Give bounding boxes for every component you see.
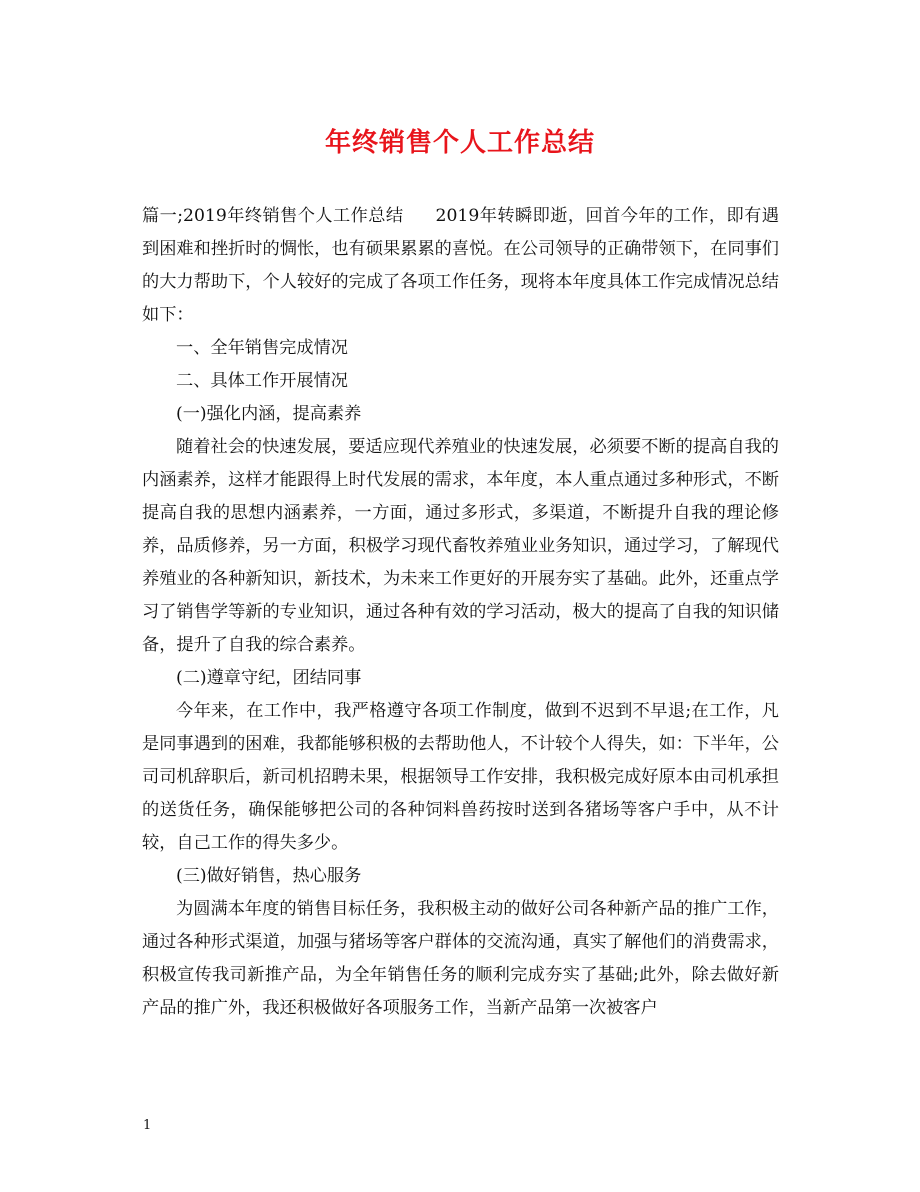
document-body <box>142 200 779 1025</box>
subsection-body-2: 今年来，在工作中，我严格遵守各项工作制度，做到不迟到不早退;在工作，凡是同事遇到的困难，我都能够积极的去帮助他人，不计较个人得失，如：下半年，公司司机辞职后，新司机招聘未果，根据领导工作安排，我积极完成好原本由司机承担的送货任务，确保能够把公司的各种饲料兽药按时送到各猪场等客户手中，从不计较，自己工作的得失多少。 <box>142 701 779 853</box>
subsection-heading-3: (三)做好销售，热心服务 <box>176 866 362 886</box>
intro-text: 2019年转瞬即逝，回首今年的工作，即有遇到困难和挫折时的惆怅，也有硕果累累的喜悦。在公司领导的正确带领下，在同事们的大力帮助下，个人较好的完成了各项工作任务，现将本年度具体工作完成情况总结如下： <box>142 206 779 325</box>
document-title: 年终销售个人工作总结 <box>324 128 595 158</box>
page-number: 1 <box>143 1118 152 1133</box>
section-heading-2: 二、具体工作开展情况 <box>176 371 348 391</box>
intro-prefix: 篇一;2019年终销售个人工作总结 <box>142 206 404 226</box>
intro-paragraph <box>142 200 779 332</box>
subsection-heading-2: (二)遵章守纪，团结同事 <box>176 668 362 688</box>
subsection-heading-1: (一)强化内涵，提高素养 <box>176 404 362 424</box>
subsection-body-3: 为圆满本年度的销售目标任务，我积极主动的做好公司各种新产品的推广工作，通过各种形式渠道，加强与猪场等客户群体的交流沟通，真实了解他们的消费需求，积极宣传我司新推产品，为全年销售任务的顺利完成夯实了基础;此外，除去做好新产品的推广外，我还积极做好各项服务工作，当新产品第一次被客户 <box>142 899 779 1018</box>
subsection-body-1: 随着社会的快速发展，要适应现代养殖业的快速发展，必须要不断的提高自我的内涵素养，这样才能跟得上时代发展的需求，本年度，本人重点通过多种形式，不断提高自我的思想内涵素养，一方面，通过多形式，多渠道，不断提升自我的理论修养，品质修养，另一方面，积极学习现代畜牧养殖业业务知识，通过学习，了解现代养殖业的各种新知识，新技术，为未来工作更好的开展夯实了基础。此外，还重点学习了销售学等新的专业知识，通过各种有效的学习活动，极大的提高了自我的知识储备，提升了自我的综合素养。 <box>142 437 779 655</box>
section-heading-1: 一、全年销售完成情况 <box>176 338 348 358</box>
